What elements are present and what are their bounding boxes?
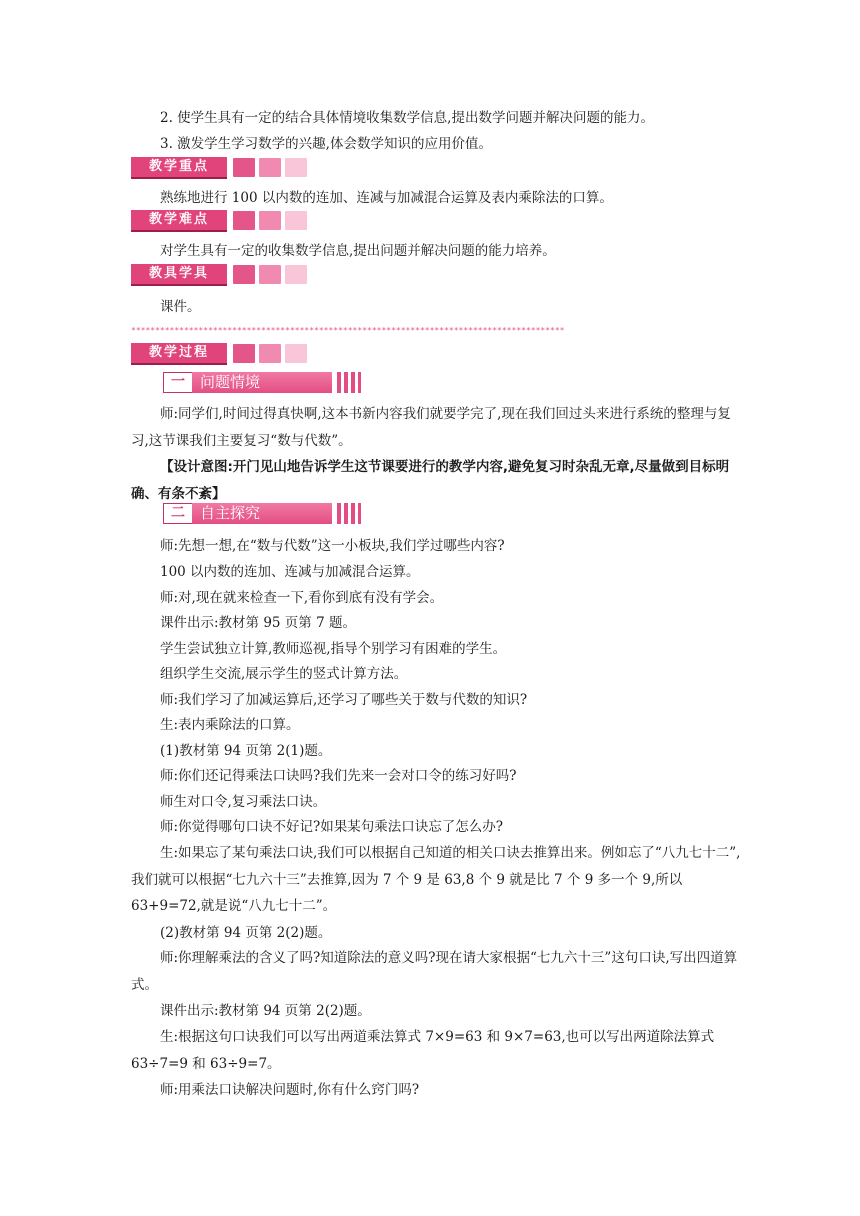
goal-line-2: 2. 使学生具有一定的结合具体情境收集数学信息,提出数学问题并解决问题的能力。 (160, 110, 654, 126)
text-line: 师:先想一想,在“数与代数”这一小板块,我们学过哪些内容? (160, 538, 505, 554)
paragraph: 生:如果忘了某句乘法口诀,我们可以根据自己知道的相关口诀去推算出来。例如忘了“八九七十二”,我们就可以根据“七九六十三”去推算,因为 7 个 9 是 63,8 个 9 就是比 7 个 9 多一个 9,所以 63+9=72,就是说“八九七十二”。 (131, 845, 741, 914)
difficulty-text: 对学生具有一定的收集数学信息,提出问题并解决问题的能力培养。 (160, 243, 556, 259)
key-points-text: 熟练地进行 100 以内数的连加、连减与加减混合运算及表内乘除法的口算。 (160, 190, 613, 206)
stripe-decor (358, 503, 361, 524)
text-line: 师:你觉得哪句口诀不好记?如果某句乘法口诀忘了怎么办? (160, 819, 504, 835)
text-line: 课件出示:教材第 95 页第 7 题。 (160, 615, 356, 631)
text-line: 组织学生交流,展示学生的竖式计算方法。 (160, 666, 408, 682)
stripe-decor (344, 372, 348, 393)
subsection-number: 一 (163, 372, 193, 393)
stripe-decor (351, 372, 355, 393)
stripe-decor (337, 372, 341, 393)
paragraph: 生:根据这句口诀我们可以写出两道乘法算式 7×9=63 和 9×7=63,也可以写出两道除法算式 63÷7=9 和 63÷9=7。 (131, 1029, 715, 1072)
text-line: 100 以内数的连加、连减与加减混合运算。 (160, 564, 420, 580)
section-label: 教学重点 (131, 157, 227, 179)
text-line: (1)教材第 94 页第 2(1)题。 (160, 743, 332, 759)
decor-square-icon (285, 265, 307, 284)
subsection-number: 二 (163, 503, 193, 524)
stripe-decor (337, 503, 341, 524)
text-line: 师:用乘法口诀解决问题时,你有什么窍门吗? (160, 1082, 420, 1098)
decor-square-icon (285, 158, 307, 177)
decor-square-icon (259, 158, 281, 177)
decor-square-icon (285, 344, 307, 363)
text-line: 生:表内乘除法的口算。 (160, 717, 300, 733)
decor-square-icon (233, 344, 255, 363)
stripe-decor (344, 503, 348, 524)
stripe-decor (358, 372, 361, 393)
subsection-header-self-exploration (163, 503, 367, 524)
paragraph: 师:同学们,时间过得真快啊,这本书新内容我们就要学完了,现在我们回过头来进行系统的整理与复习,这节课我们主要复习“数与代数”。 (131, 406, 731, 449)
text-line: 课件出示:教材第 94 页第 2(2)题。 (160, 1003, 371, 1019)
section-label: 教学难点 (131, 210, 227, 232)
text-line: 师:对,现在就来检查一下,看你到底有没有学会。 (160, 590, 444, 606)
materials-text: 课件。 (160, 299, 201, 315)
text-line: 师:你们还记得乘法口诀吗?我们先来一会对口令的练习好吗? (160, 768, 517, 784)
star-divider: ****************************************************************************************** (131, 326, 565, 335)
paragraph: 师:你理解乘法的含义了吗?知道除法的意义吗?现在请大家根据“七九六十三”这句口诀,写出四道算式。 (131, 950, 738, 993)
stripe-decor (351, 503, 355, 524)
subsection-header-problem-situation (163, 372, 367, 393)
subsection-title: 自主探究 (192, 503, 332, 524)
text-line: 师生对口令,复习乘法口诀。 (160, 794, 327, 810)
text-line: (2)教材第 94 页第 2(2)题。 (160, 925, 332, 941)
decor-square-icon (259, 344, 281, 363)
goal-line-3: 3. 激发学生学习数学的兴趣,体会数学知识的应用价值。 (160, 136, 492, 152)
text-line: 学生尝试独立计算,教师巡视,指导个别学习有困难的学生。 (160, 641, 507, 657)
decor-square-icon (259, 211, 281, 230)
decor-square-icon (233, 211, 255, 230)
section-label: 教具学具 (131, 264, 227, 286)
subsection-title: 问题情境 (192, 372, 332, 393)
section-label: 教学过程 (131, 343, 227, 365)
decor-square-icon (259, 265, 281, 284)
decor-square-icon (233, 158, 255, 177)
design-intent: 【设计意图:开门见山地告诉学生这节课要进行的教学内容,避免复习时杂乱无章,尽量做到目标明确、有条不紊】 (131, 459, 730, 502)
decor-square-icon (233, 265, 255, 284)
text-line: 师:我们学习了加减运算后,还学习了哪些关于数与代数的知识? (160, 692, 528, 708)
decor-square-icon (285, 211, 307, 230)
